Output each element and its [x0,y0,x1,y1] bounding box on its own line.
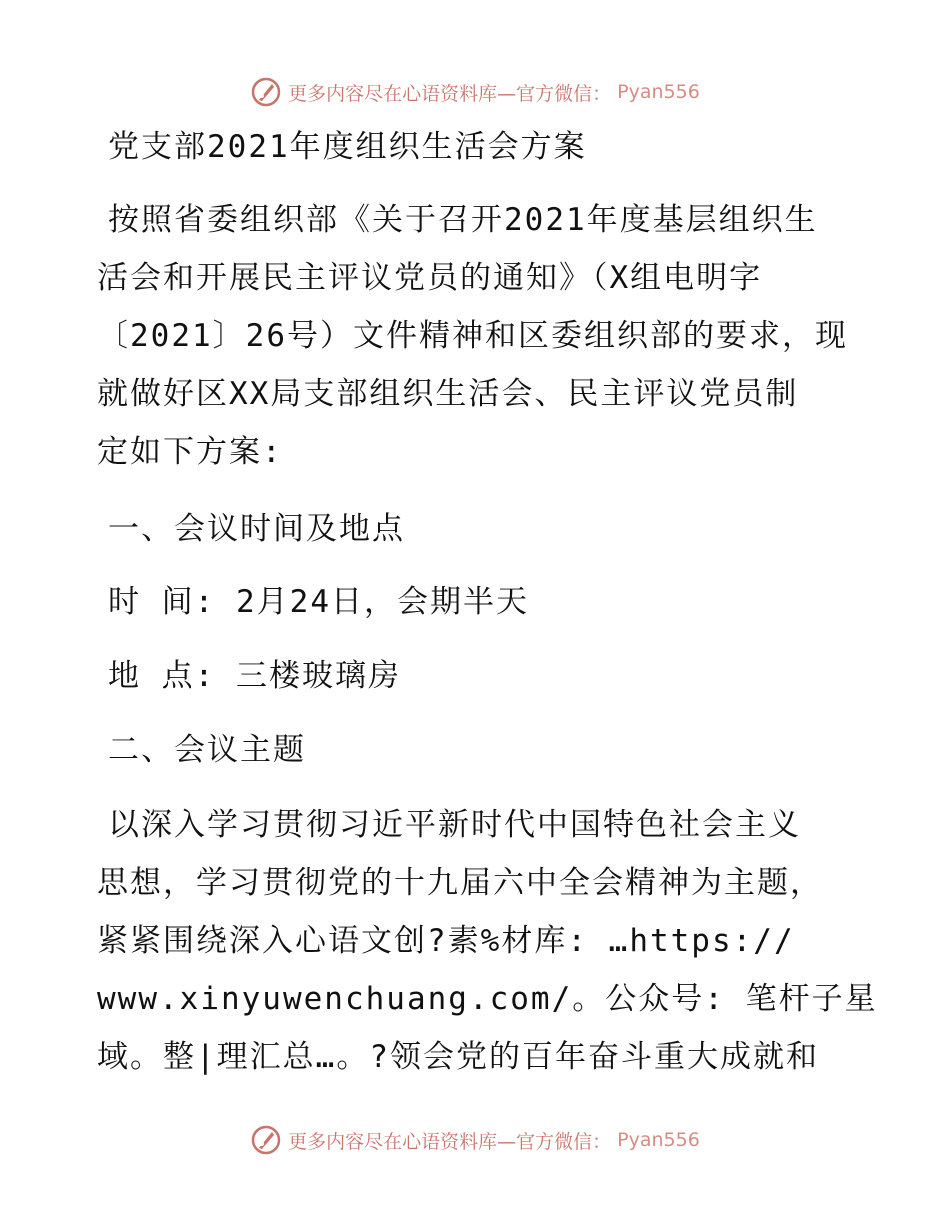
quill-logo-icon [250,76,282,108]
theme-line-2: 思想，学习贯彻党的十九届六中全会精神为主题， [97,865,823,901]
document-title: 党支部2021年度组织生活会方案 [108,129,587,165]
watermark-wechat-id: Pyan556 [617,1129,700,1151]
intro-line-4: 就做好区XX局支部组织生活会、民主评议党员制 [97,376,799,412]
header-watermark [0,72,950,112]
meeting-time: 时 间: 2月24日，会期半天 [108,584,529,620]
intro-line-5: 定如下方案: [97,434,283,470]
intro-line-3: 〔2021〕26号）文件精神和区委组织部的要求，现 [97,318,848,354]
intro-line-1: 按照省委组织部《关于召开2021年度基层组织生 [108,202,818,238]
theme-line-3: 紧紧围绕深入心语文创?素%材库: …https:// [97,923,795,959]
watermark-wechat-id: Pyan556 [617,81,700,103]
quill-logo-icon [250,1124,282,1156]
theme-line-5: 域。整|理汇总…。?领会党的百年奋斗重大成就和 [97,1039,819,1075]
meeting-place: 地 点: 三楼玻璃房 [108,658,401,694]
intro-line-2: 活会和开展民主评议党员的通知》（X组电明字 [97,260,763,296]
theme-line-1: 以深入学习贯彻习近平新时代中国特色社会主义 [108,807,801,843]
section-heading-time-place: 一、会议时间及地点 [108,511,405,547]
watermark-text: 更多内容尽在心语资料库—官方微信： [288,82,612,105]
theme-line-4: www.xinyuwenchuang.com/。公众号: 笔杆子星 [97,981,878,1017]
watermark-text: 更多内容尽在心语资料库—官方微信： [288,1130,612,1153]
footer-watermark [0,1120,950,1160]
section-heading-theme: 二、会议主题 [108,732,306,768]
